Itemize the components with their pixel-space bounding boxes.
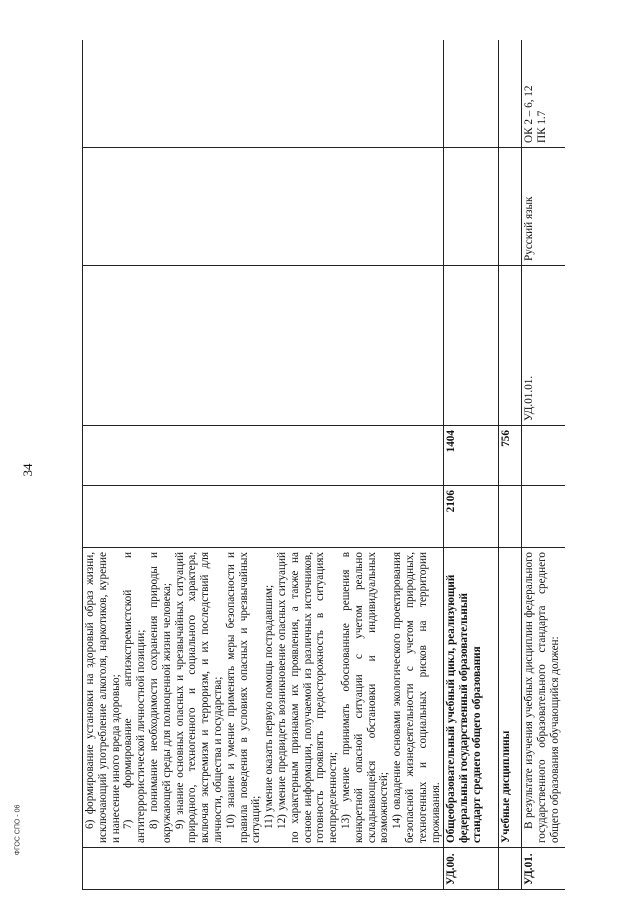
competences-cell: ОК 2 – 6, 12 ПК 1.7 — [522, 40, 565, 148]
requirements-intro-cell: В результате изучения учебных дисциплин федерального государственного образовательного стандарта среднего общего образования обучающийся должен: — [522, 548, 565, 848]
discipline-name-cell — [499, 148, 522, 266]
discipline-name-cell — [444, 148, 499, 266]
curriculum-table — [82, 40, 565, 890]
required-load-cell: 756 — [499, 426, 522, 486]
cycle-code-cell: УД.01. — [522, 848, 565, 890]
requirement-paragraph: 9) знание основных опасных и чрезвычайных ситуаций природного, техногенного и социального характера, включая экстремизм и терроризм, и их последствий для личности, общества и государства; — [173, 552, 224, 843]
competences-cell — [83, 40, 444, 148]
requirement-paragraph: 6) формирование установки на здоровый образ жизни, исключающий употребление алкоголя, наркотиков, курение и нанесение иного вреда здоровью; — [84, 552, 122, 843]
max-load-cell — [522, 486, 565, 548]
requirement-paragraph: 7) формирование антиэкстремистской и антитеррористической личностной позиции; — [122, 552, 148, 843]
cycle-code-cell — [499, 848, 522, 890]
required-load-cell — [522, 426, 565, 486]
page-number: 34 — [20, 463, 35, 477]
discipline-name-cell — [83, 148, 444, 266]
requirement-paragraph: 8) понимание необходимости сохранения природы и окружающей среды для полноценной жизни человека; — [147, 552, 173, 843]
max-load-cell — [83, 486, 444, 548]
footer-code: ФГОС СПО - 06 — [14, 804, 22, 856]
discipline-index-cell — [83, 266, 444, 426]
table-row — [499, 40, 522, 890]
competences-cell — [444, 40, 499, 148]
max-load-cell: 2106 — [444, 486, 499, 548]
max-load-cell — [499, 486, 522, 548]
cycle-code-cell — [83, 848, 444, 890]
cycle-title-cell: Общеобразовательный учебный цикл, реализующий федеральный государственный образовательный стандарт среднего общего образования — [444, 548, 499, 848]
table-row — [522, 40, 565, 890]
discipline-name-cell: Русский язык — [522, 148, 565, 266]
table-row — [83, 40, 444, 890]
requirement-paragraph: 13) умение принимать обоснованные решения в конкретной опасной ситуации с учетом реально складывающейся обстановки и индивидуальных возможностей; — [339, 552, 391, 843]
requirements-cell — [83, 548, 444, 848]
requirement-paragraph: 14) овладение основами экологического проектирования безопасной жизнедеятельности с учетом природных, техногенных и социальных рисков на территории проживания. — [391, 552, 442, 843]
discipline-index-cell — [444, 266, 499, 426]
competences-cell — [499, 40, 522, 148]
requirement-paragraph: 10) знание и умение применять меры безопасности и правила поведения в условиях опасных и чрезвычайных ситуаций; — [224, 552, 263, 843]
section-title-cell: Учебные дисциплины — [499, 548, 522, 848]
discipline-index-cell: УД.01.01. — [522, 266, 565, 426]
required-load-cell — [83, 426, 444, 486]
curriculum-table-frame — [82, 40, 565, 890]
cycle-code-cell: УД.00. — [444, 848, 499, 890]
requirement-paragraph: 11) умение оказать первую помощь пострадавшим; — [263, 584, 276, 829]
requirement-paragraph: 12) умение предвидеть возникновение опасных ситуаций по характерным признакам их проявления, а также на основе информации, получаемой из различных источников, готовность проявлять предосторожность в ситуациях неопределенности; — [275, 552, 340, 843]
required-load-cell: 1404 — [444, 426, 499, 486]
discipline-index-cell — [499, 266, 522, 426]
curriculum-table-rotated — [82, 40, 565, 890]
table-row — [444, 40, 499, 890]
